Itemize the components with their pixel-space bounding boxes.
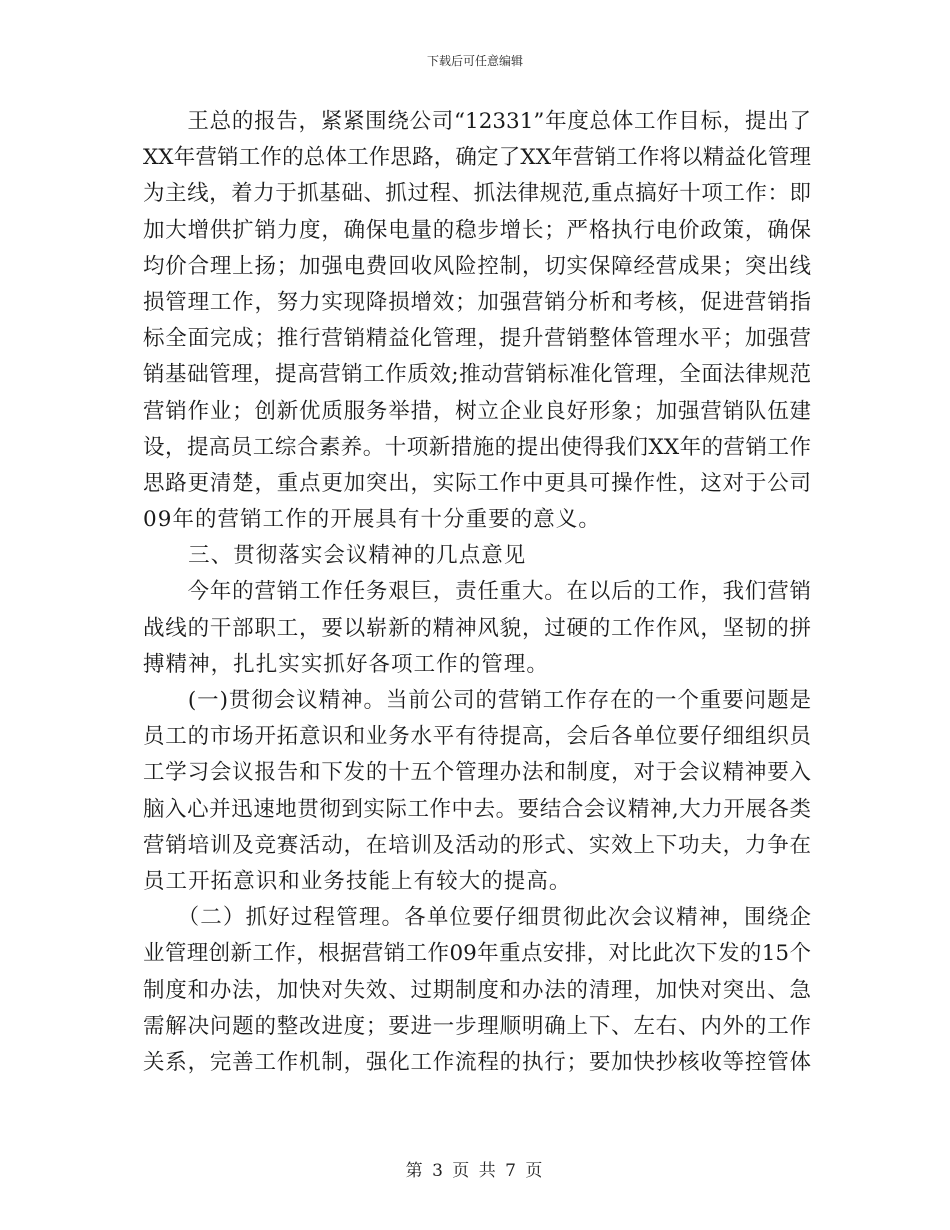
text-line: 工学习会议报告和下发的十五个管理办法和制度，对于会议精神要入 (143, 760, 811, 786)
page-header: 下载后可任意编辑 (426, 54, 523, 68)
text-line: 思路更清楚，重点更加突出，实际工作中更具可操作性，这对于公司 (143, 470, 811, 496)
text-line: 09年的营销工作的开展具有十分重要的意义。 (143, 507, 601, 533)
text-line: 搏精神，扎扎实实抓好各项工作的管理。 (143, 651, 549, 677)
text-line: 标全面完成；推行营销精益化管理，提升营销整体管理水平；加强营 (143, 326, 811, 352)
text-line: （二）抓好过程管理。各单位要仔细贯彻此次会议精神，围绕企 (143, 905, 811, 931)
text-line: 关系，完善工作机制，强化工作流程的执行；要加快抄核收等控管体 (143, 1049, 811, 1075)
text-line: 员工开拓意识和业务技能上有较大的提高。 (143, 868, 572, 894)
paragraph (143, 683, 811, 900)
text-line: 损管理工作，努力实现降损增效；加强营销分析和考核，促进营销指 (143, 289, 811, 315)
paragraph (143, 574, 811, 683)
text-line: (一)贯彻会议精神。当前公司的营销工作存在的一个重要问题是 (143, 688, 811, 713)
paragraph (143, 104, 811, 538)
text-line: 为主线，着力于抓基础、抓过程、抓法律规范,重点搞好十项工作：即 (143, 181, 811, 207)
text-line: 三、贯彻落实会议精神的几点意见 (143, 543, 527, 569)
text-line: 战线的干部职工，要以崭新的精神风貌，过硬的工作作风，坚韧的拼 (143, 615, 811, 641)
text-line: 今年的营销工作任务艰巨，责任重大。在以后的工作，我们营销 (143, 579, 811, 605)
text-line: 销基础管理，提高营销工作质效;推动营销标准化管理，全面法律规范 (143, 362, 811, 388)
text-line: 加大增供扩销力度，确保电量的稳步增长；严格执行电价政策，确保 (143, 217, 811, 243)
text-line: 业管理创新工作，根据营销工作09年重点安排，对比此次下发的15个 (143, 941, 811, 967)
text-line: 制度和办法，加快对失效、过期制度和办法的清理，加快对突出、急 (143, 977, 811, 1003)
paragraph (143, 538, 811, 574)
text-line: 设，提高员工综合素养。十项新措施的提出使得我们XX年的营销工作 (143, 434, 811, 460)
text-line: 营销作业；创新优质服务举措，树立企业良好形象；加强营销队伍建 (143, 398, 811, 424)
text-line: 王总的报告，紧紧围绕公司“12331”年度总体工作目标，提出了 (143, 109, 811, 134)
text-line: 脑入心并迅速地贯彻到实际工作中去。要结合会议精神,大力开展各类 (143, 796, 811, 822)
document-body (143, 104, 811, 1081)
text-line: 需解决问题的整改进度；要进一步理顺明确上下、左右、内外的工作 (143, 1013, 811, 1039)
page-footer: 第 3 页 共 7 页 (405, 1161, 545, 1181)
text-line: 均价合理上扬；加强电费回收风险控制，切实保障经营成果；突出线 (143, 253, 811, 279)
paragraph (143, 900, 811, 1081)
text-line: 营销培训及竞赛活动，在培训及活动的形式、实效上下功夫，力争在 (143, 832, 811, 858)
text-line: XX年营销工作的总体工作思路，确定了XX年营销工作将以精益化管理 (143, 145, 811, 171)
text-line: 员工的市场开拓意识和业务水平有待提高，会后各单位要仔细组织员 (143, 724, 811, 750)
